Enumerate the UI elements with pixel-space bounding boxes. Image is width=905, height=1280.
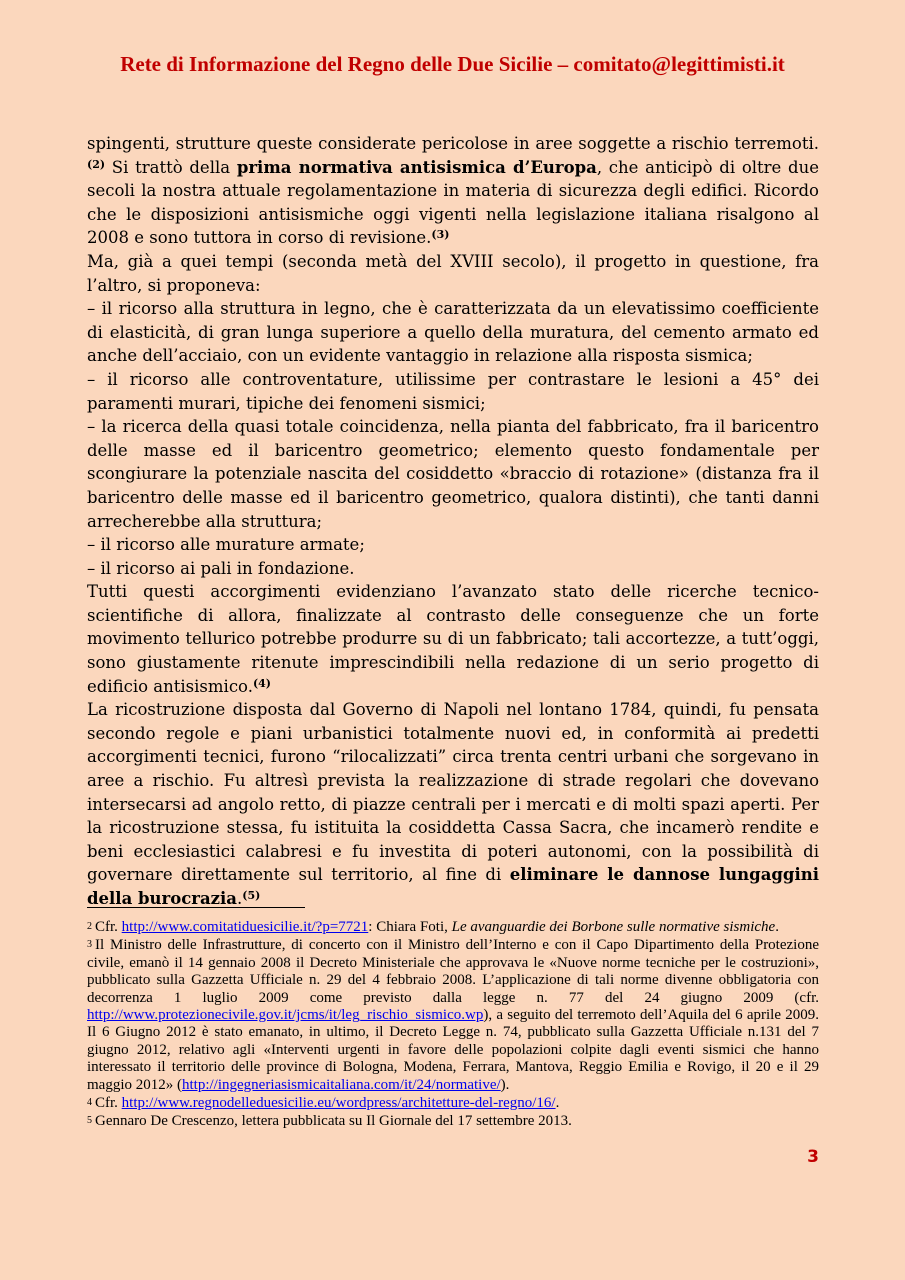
list-item: – il ricorso alle controventature, utilissime per contrastare le lesioni a 45° dei paramenti murari, tipiche dei fenomeni sismici; bbox=[87, 369, 819, 413]
footnote-number: 2 bbox=[87, 921, 92, 932]
list-item: – il ricorso alla struttura in legno, che è caratterizzata da un elevatissimo coefficiente di elasticità, di gran lunga superiore a quello della muratura, del cemento armato ed anche dell’acciaio, con un evidente vantaggio in relazione alla risposta sismica; bbox=[87, 299, 819, 366]
text-run: Gennaro De Crescenzo, lettera pubblicata su Il Giornale del 17 settembre 2013. bbox=[95, 1113, 572, 1130]
footnote-number: 5 bbox=[87, 1115, 92, 1127]
paragraph bbox=[87, 698, 819, 910]
page-header: Rete di Informazione del Regno delle Due Sicilie – comitato@legittimisti.it bbox=[120, 52, 785, 76]
text-run: Cfr. bbox=[95, 1095, 122, 1112]
footnote-3 bbox=[87, 936, 819, 1094]
footnote-link[interactable]: http://www.protezionecivile.gov.it/jcms/it/leg_rischio_sismico.wp bbox=[87, 1007, 484, 1024]
footnote-ref[interactable]: (5) bbox=[242, 889, 261, 902]
text-run: spingenti, strutture queste considerate pericolose in aree soggette a rischio terremoti. bbox=[87, 134, 819, 153]
text-run: Si trattò della bbox=[105, 157, 237, 177]
paragraph bbox=[87, 132, 819, 250]
bold-phrase: eliminare le dannose lungaggini della burocrazia bbox=[87, 865, 820, 908]
list-item: – il ricorso alle murature armate; bbox=[87, 535, 365, 555]
italic-title: Le avanguardie dei Borbone sulle normative sismiche bbox=[451, 919, 776, 935]
text-run: ), a seguito del terremoto dell’Aquila del 6 aprile 2009. Il 6 Giugno 2012 è stato emanato, in ultimo, il Decreto Legge n. 74, pubblicato sulla Gazzetta Ufficiale n.131 del 7 giugno 2012, relativo agli «Interventi urgenti in favore delle popolazioni colpite dagli eventi sismici che hanno interessato il territorio delle province di Bologna, Modena, Ferrara, Mantova, Reggio Emilia e Rovigo, il 20 e il 29 maggio 2012» ( bbox=[87, 1007, 819, 1093]
footnote-2 bbox=[87, 918, 819, 936]
text-run: : Chiara Foti, bbox=[368, 919, 452, 935]
footnote-link[interactable]: http://www.comitatiduesicilie.it/?p=7721 bbox=[121, 919, 369, 935]
text-run: . bbox=[555, 1095, 560, 1112]
footnote-5 bbox=[87, 1112, 819, 1130]
footnote-divider bbox=[87, 907, 305, 908]
paragraph bbox=[87, 580, 819, 698]
text-run: Il Ministro delle Infrastrutture, di concerto con il Ministro dell’Interno e con il Capo Dipartimento della Protezione civile, emanò il 14 gennaio 2008 il Decreto Ministeriale che approvava le «Nuove norme tecniche per le costruzioni», pubblicato sulla Gazzetta Ufficiale n. 29 del 4 febbraio 2008. L’applicazione di tali norme divenne obbligatoria con decorrenza 1 luglio 2009 come previsto dalla legge n. 77 del 24 giugno 2009 (cfr. bbox=[87, 937, 819, 1006]
page-number: 3 bbox=[807, 1147, 819, 1167]
text-run: ). bbox=[500, 1076, 510, 1093]
footnote-ref[interactable]: (3) bbox=[431, 228, 450, 242]
text-run: , che anticipò di oltre due secoli la nostra attuale regolamentazione in materia di sicurezza degli edifici. Ricordo che le disposizioni antisismiche oggi vigenti nella legislazione italiana risalgono al 2008 e sono tuttora in corso di revisione. bbox=[87, 157, 819, 248]
footnote-ref[interactable]: (4) bbox=[252, 676, 272, 690]
footnote-link[interactable]: http://ingegneriasismicaitaliana.com/it/24/normative/ bbox=[182, 1076, 501, 1093]
main-text bbox=[87, 132, 819, 911]
footnotes bbox=[87, 918, 819, 1131]
paragraph: Ma, già a quei tempi (seconda metà del XVIII secolo), il progetto in questione, fra l’altro, si proponeva: bbox=[87, 251, 819, 295]
list-item: – il ricorso ai pali in fondazione. bbox=[87, 558, 355, 578]
list-item: – la ricerca della quasi totale coincidenza, nella pianta del fabbricato, fra il baricentro delle masse ed il baricentro geometrico; elemento questo fondamentale per scongiurare la potenziale nascita del cosiddetto «braccio di rotazione» (distanza fra il baricentro delle masse ed il baricentro geometrico, qualora distinti), che tanti danni arrecherebbe alla struttura; bbox=[87, 417, 819, 531]
text-run: Tutti questi accorgimenti evidenziano l’avanzato stato delle ricerche tecnico-scientifiche di allora, finalizzate al contrasto delle conseguenze che un forte movimento tellurico potrebbe produrre su di un fabbricato; tali accortezze, a tutt’oggi, sono giustamente ritenute imprescindibili nella redazione di un serio progetto di edificio antisismico. bbox=[87, 582, 819, 696]
footnote-number: 3 bbox=[87, 939, 92, 951]
footnote-ref[interactable]: (2) bbox=[87, 157, 106, 171]
footnote-link[interactable]: http://www.regnodelleduesicilie.eu/wordpress/architetture-del-regno/16/ bbox=[121, 1095, 556, 1112]
text-run: . bbox=[237, 889, 243, 908]
text-run: Cfr. bbox=[95, 919, 122, 935]
footnote-4 bbox=[87, 1094, 819, 1112]
text-run: La ricostruzione disposta dal Governo di Napoli nel lontano 1784, quindi, fu pensata secondo regole e piani urbanistici totalmente nuovi ed, in conformità ai predetti accorgimenti tecnici, furono “rilocalizzati” circa trenta centri urbani che sorgevano in aree a rischio. Fu altresì prevista la realizzazione di strade regolari che dovevano intersecarsi ad angolo retto, di piazze centrali per i mercati e di molti spazi aperti. Per la ricostruzione stessa, fu istituita la cosiddetta Cassa Sacra, che incamerò rendite e beni ecclesiastici calabresi e fu investita di poteri autonomi, con la possibilità di governare direttamente sul territorio, al fine di bbox=[87, 700, 819, 885]
footnote-number: 4 bbox=[87, 1097, 92, 1109]
bold-phrase: prima normativa antisismica d’Europa bbox=[236, 157, 597, 177]
text-run: . bbox=[775, 919, 779, 935]
